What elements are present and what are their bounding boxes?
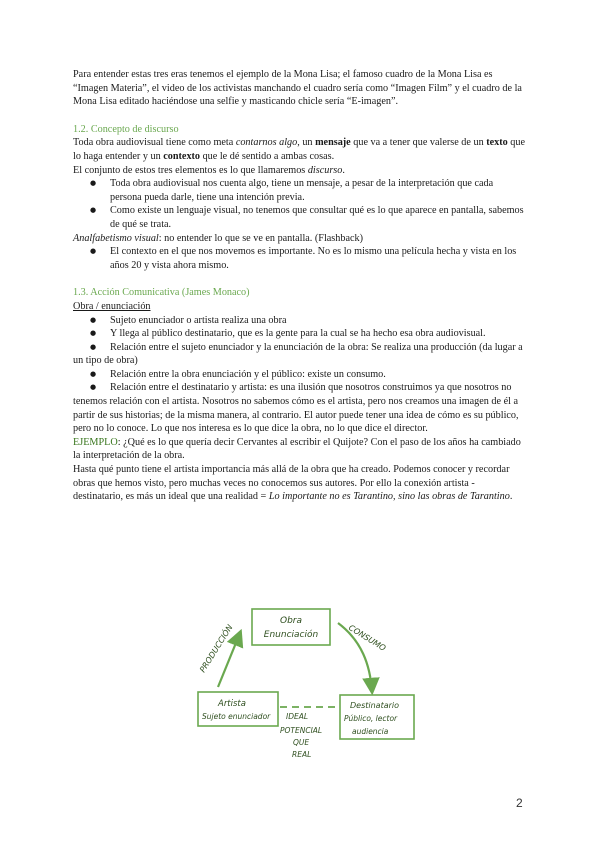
page-number: 2 — [516, 796, 523, 810]
closing-paragraph: Hasta qué punto tiene el artista importancia más allá de la obra que ha creado. Podemos conocer y recordar obras que hemos visto, pero muchas veces no conocemos sus autores. Por ello la conexión artista - destinatario, es más un ideal que una realidad = Lo importante no es Tarantino, sino las obras de Tarantino. — [73, 464, 513, 503]
section-heading-discurso: 1.2. Concepto de discurso — [73, 123, 179, 135]
section-heading-accion: 1.3. Acción Comunicativa (James Monaco) — [73, 287, 250, 299]
list-item: ● Como existe un lenguaje visual, no tenemos que consultar qué es lo que aparece en pantalla, sabemos de qué se trata. — [73, 204, 525, 231]
label-potencial: POTENCIAL — [280, 726, 323, 735]
example-label: EJEMPLO — [73, 436, 118, 448]
analfabetismo-definition: Analfabetismo visual: no entender lo que se ve en pantalla. (Flashback) — [73, 232, 363, 244]
top-box-line2: Enunciación — [263, 630, 319, 640]
communication-diagram — [190, 595, 430, 765]
label-real: REAL — [292, 750, 312, 759]
right-box-line3: audiencia — [352, 727, 389, 736]
example-paragraph: EJEMPLO: ¿Qué es lo que quería decir Cervantes al escribir el Quijote? Con el paso de los años ha cambiado la interpretación de la obra. — [73, 436, 521, 462]
label-ideal: IDEAL — [286, 712, 309, 721]
discurso-bullet-list — [73, 177, 525, 231]
list-item: ● Relación entre el destinatario y artista: es una ilusión que nosotros construimos ya que nosotros no tenemos relación con el artista. Nosotros no sabemos cómo es el artista, pero nos creamos una imagen de él a partir de sus historias; de la misma manera, al contrario. El autor puede tener una idea de cómo es su público, pero no lo conoce. Lo que nos interesa es lo que dice la obra, no lo que dice el director. — [73, 381, 525, 435]
label-produccion: PRODUCCIÓN — [198, 623, 235, 675]
list-item: ● Relación entre la obra enunciación y el público: existe un consumo. — [73, 368, 525, 382]
page-content — [73, 68, 525, 504]
list-item: ● El contexto en el que nos movemos es importante. No es lo mismo una película hecha y vista en los años 20 y vista ahora mismo. — [73, 245, 525, 272]
label-que: QUE — [293, 738, 310, 747]
right-box-line1: Destinatario — [350, 701, 400, 710]
left-box-line2: Sujeto enunciador — [202, 712, 271, 721]
intro-paragraph: Para entender estas tres eras tenemos el ejemplo de la Mona Lisa; el famoso cuadro de la Mona Lisa es “Imagen Materia”, el video de los activistas manchando el cuadro sería como “Imagen Film” y el cuadro de la Mona Lisa editado haciéndose una selfie y masticando chicle sería “E-imagen”. — [73, 69, 522, 108]
subheading-obra: Obra / enunciación — [73, 300, 151, 312]
discurso-bullet-list-2 — [73, 245, 525, 272]
discurso-paragraph-2: El conjunto de estos tres elementos es lo que llamaremos discurso. — [73, 164, 345, 176]
top-box-line1: Obra — [279, 616, 303, 626]
right-box-line2: Público, lector — [344, 714, 398, 723]
list-item: ● Toda obra audiovisual nos cuenta algo, tiene un mensaje, a pesar de la interpretación que cada persona pueda darle, tiene una intención previa. — [73, 177, 525, 204]
discurso-paragraph-1: Toda obra audiovisual tiene como meta contarnos algo, un mensaje que va a tener que valerse de un texto que lo haga entender y un contexto que le dé sentido a ambas cosas. — [73, 137, 525, 162]
list-item: ● Y llega al público destinatario, que es la gente para la cual se ha hecho esa obra audiovisual. — [73, 327, 525, 341]
left-box-line1: Artista — [218, 699, 246, 709]
label-consumo: CONSUMO — [346, 623, 388, 653]
list-item: ● Sujeto enunciador o artista realiza una obra — [73, 314, 525, 328]
accion-bullet-list — [73, 314, 525, 436]
list-item: ● Relación entre el sujeto enunciador y la enunciación de la obra: Se realiza una producción (da lugar a un tipo de obra) — [73, 341, 525, 368]
